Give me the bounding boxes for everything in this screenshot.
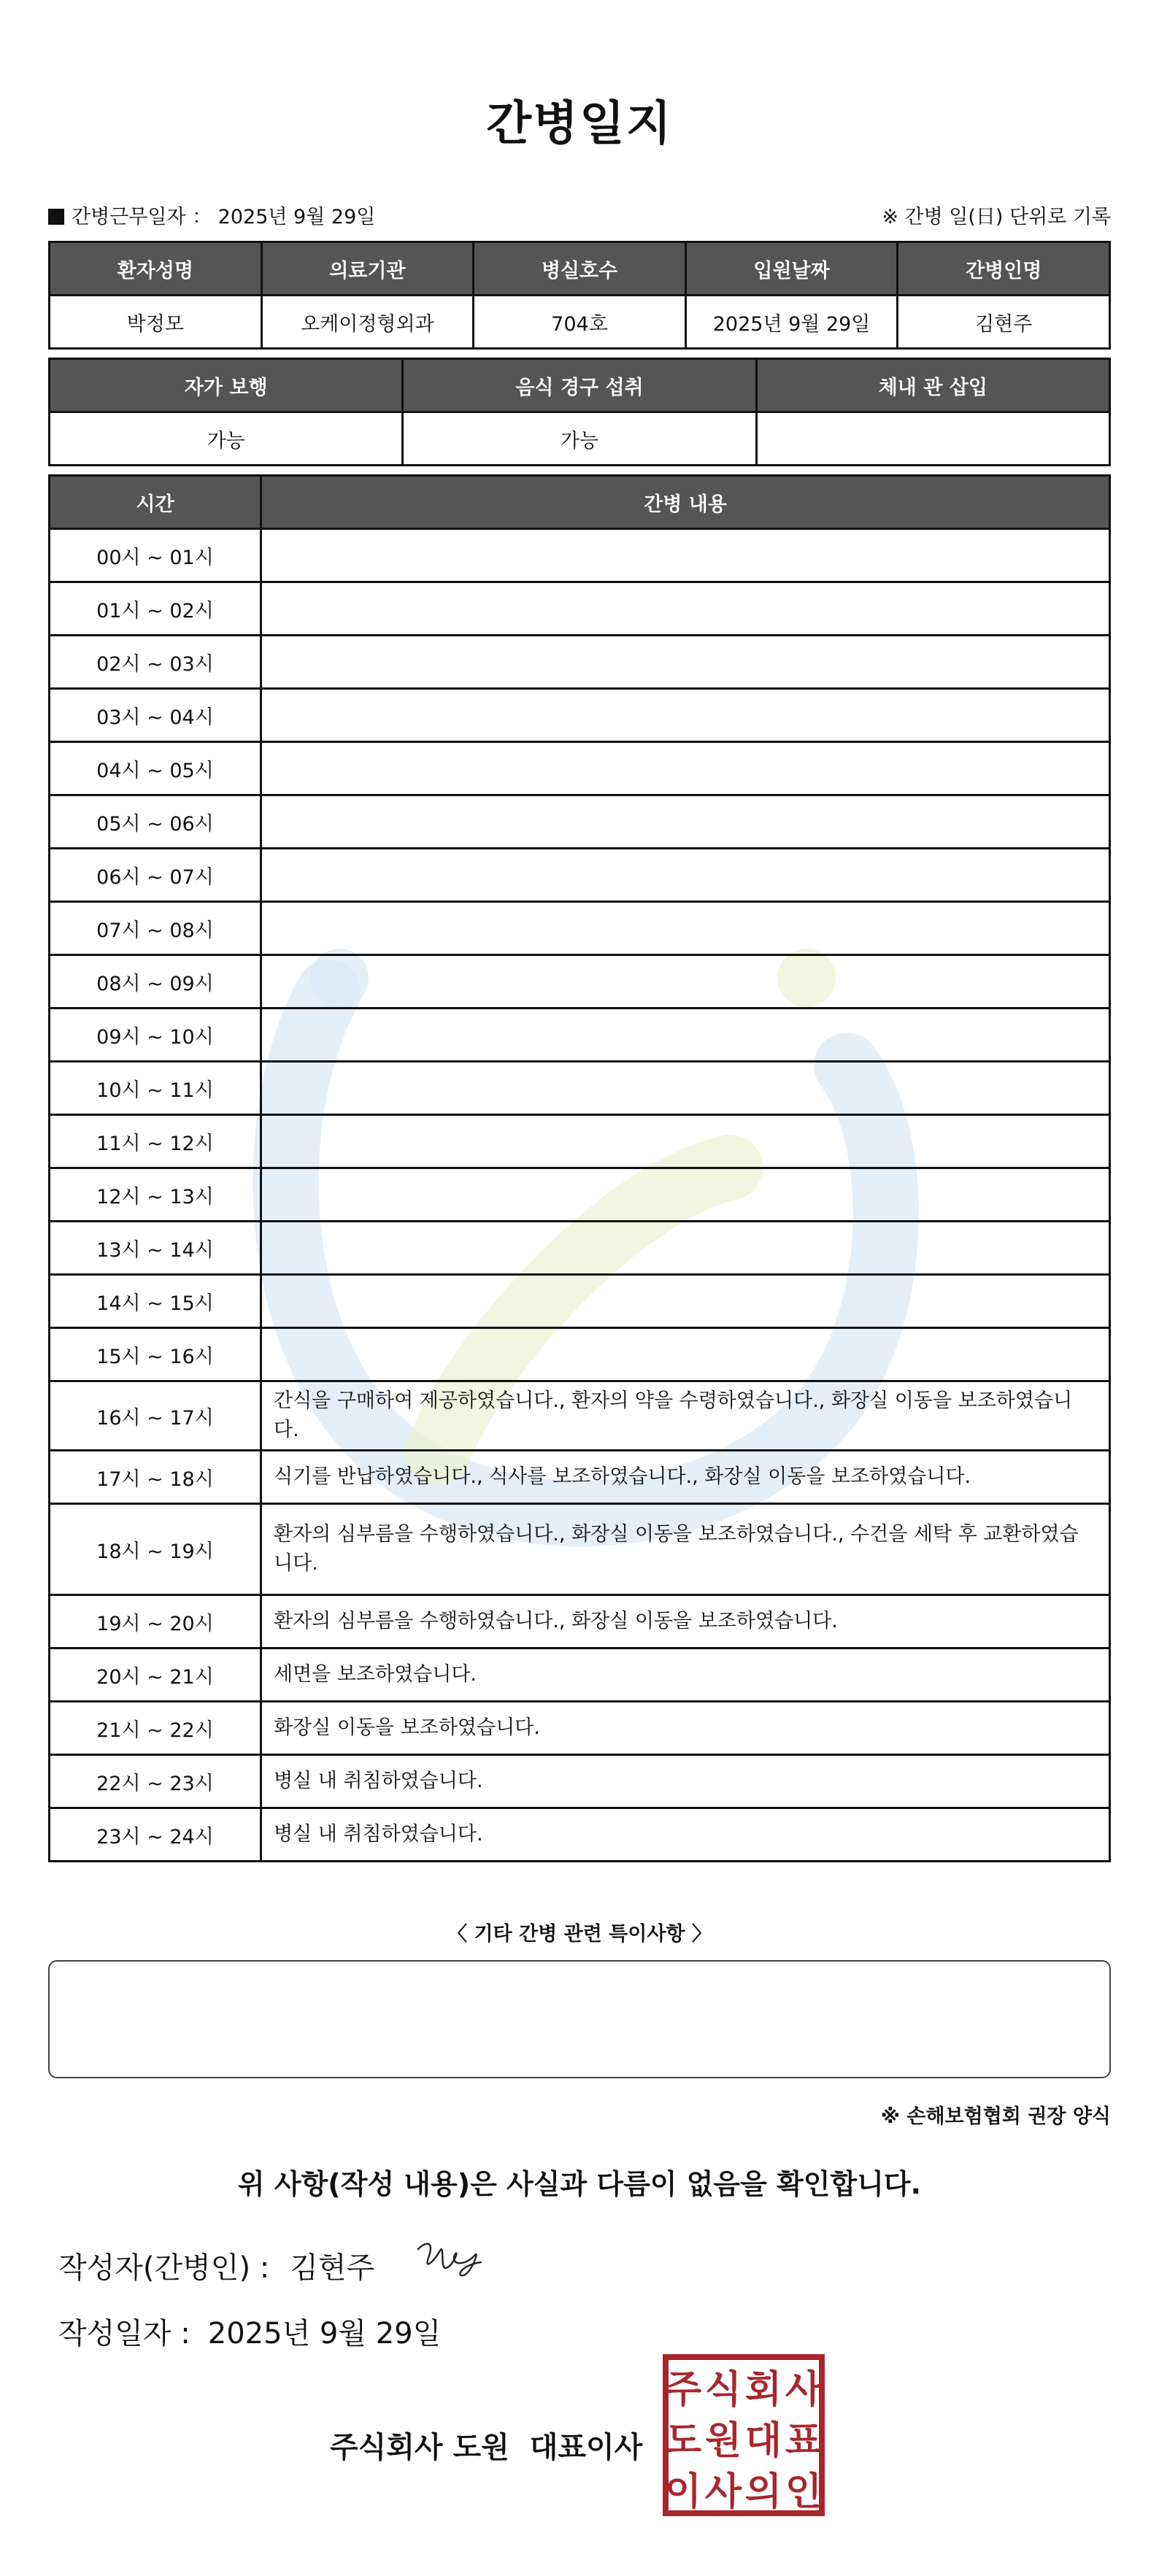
care-note[interactable]: 식기를 반납하였습니다., 식사를 보조하였습니다., 화장실 이동을 보조하였습니다.: [261, 1451, 1110, 1504]
care-note[interactable]: [261, 902, 1110, 955]
header-caregiver: 간병인명: [898, 242, 1110, 296]
seal-character: 회: [744, 2368, 782, 2412]
time-slot: 02시 ~ 03시: [50, 636, 261, 689]
care-note[interactable]: [261, 1275, 1110, 1328]
work-date: [48, 201, 375, 229]
header-room: 병실호수: [474, 242, 686, 296]
care-note[interactable]: [261, 1062, 1110, 1115]
other-notes-box[interactable]: [48, 1960, 1111, 2078]
admission-date: 2025년 9월 29일: [685, 296, 898, 349]
table-row: [50, 1595, 1110, 1648]
time-slot: 01시 ~ 02시: [50, 582, 261, 636]
time-slot: 10시 ~ 11시: [50, 1062, 261, 1115]
time-slot: 03시 ~ 04시: [50, 689, 261, 742]
care-note[interactable]: 병실 내 취침하였습니다.: [261, 1755, 1110, 1808]
time-slot: 13시 ~ 14시: [50, 1222, 261, 1275]
care-note[interactable]: [261, 1222, 1110, 1275]
table-row: [50, 1648, 1110, 1702]
patient-info-table: [48, 241, 1111, 350]
work-date-label: 간병근무일자 ：: [72, 206, 212, 228]
time-slot: 09시 ~ 10시: [50, 1009, 261, 1062]
header-time: 시간: [50, 476, 261, 529]
handwritten-signature: [412, 2233, 485, 2284]
time-slot: 00시 ~ 01시: [50, 529, 261, 582]
written-date-line: [58, 2310, 441, 2352]
company-line: [330, 2424, 642, 2466]
seal-character: 의: [744, 2470, 782, 2514]
care-note[interactable]: 세면을 보조하였습니다.: [261, 1648, 1110, 1702]
time-slot: 22시 ~ 23시: [50, 1755, 261, 1808]
confirm-statement: 위 사항(작성 내용)은 사실과 다름이 없음을 확인합니다.: [237, 2168, 922, 2200]
header-patient-name: 환자성명: [50, 242, 262, 296]
header-admission-date: 입원날짜: [685, 242, 898, 296]
company-representative: 대표이사: [529, 2431, 643, 2464]
header-care-content: 간병 내용: [261, 476, 1110, 529]
care-note[interactable]: [261, 849, 1110, 902]
care-note[interactable]: [261, 1328, 1110, 1381]
care-note[interactable]: [261, 1115, 1110, 1168]
table-row: [50, 1504, 1110, 1595]
square-bullet-icon: [48, 209, 64, 225]
writer-label: 작성자(간병인) :: [58, 2251, 270, 2285]
recommend-note: ※ 손해보험협회 권장 양식: [880, 2105, 1111, 2128]
time-slot: 04시 ~ 05시: [50, 742, 261, 795]
table-row: [50, 1702, 1110, 1755]
time-slot: 12시 ~ 13시: [50, 1168, 261, 1222]
seal-character: 사: [785, 2368, 823, 2412]
time-slot: 16시 ~ 17시: [50, 1381, 261, 1451]
care-note[interactable]: 환자의 심부름을 수행하였습니다., 화장실 이동을 보조하였습니다.: [261, 1595, 1110, 1648]
time-slot: 11시 ~ 12시: [50, 1115, 261, 1168]
table-row: [50, 795, 1110, 849]
time-slot: 17시 ~ 18시: [50, 1451, 261, 1504]
room-number: 704호: [474, 296, 686, 349]
time-slot: 21시 ~ 22시: [50, 1702, 261, 1755]
seal-character: 주: [664, 2368, 702, 2412]
writer-name: 김현주: [290, 2251, 375, 2285]
care-note[interactable]: [261, 955, 1110, 1009]
page-title: 간병일지: [486, 97, 673, 151]
header-tube: 체내 관 삽입: [756, 359, 1109, 412]
care-note[interactable]: 간식을 구매하여 제공하였습니다., 환자의 약을 수령하였습니다., 화장실 이동을 보조하였습니다.: [261, 1381, 1110, 1451]
other-notes-label: 〈 기타 간병 관련 특이사항 〉: [447, 1923, 712, 1946]
company-name: 주식회사 도원: [330, 2431, 509, 2464]
table-row: [50, 1755, 1110, 1808]
care-note[interactable]: 병실 내 취침하였습니다.: [261, 1808, 1110, 1862]
table-row: [50, 1062, 1110, 1115]
table-row: [50, 1009, 1110, 1062]
care-note[interactable]: [261, 636, 1110, 689]
writer-line: [58, 2245, 374, 2286]
time-slot: 19시 ~ 20시: [50, 1595, 261, 1648]
self-walking: 가능: [50, 412, 403, 466]
time-slot: 18시 ~ 19시: [50, 1504, 261, 1595]
time-slot: 15시 ~ 16시: [50, 1328, 261, 1381]
care-note[interactable]: [261, 582, 1110, 636]
care-note[interactable]: [261, 1009, 1110, 1062]
header-self-walking: 자가 보행: [50, 359, 403, 412]
care-note[interactable]: [261, 1168, 1110, 1222]
care-note[interactable]: [261, 529, 1110, 582]
seal-character: 사: [704, 2470, 742, 2514]
table-row: [50, 849, 1110, 902]
care-log-rows: [50, 529, 1110, 1862]
seal-character: 원: [704, 2419, 742, 2463]
time-slot: 20시 ~ 21시: [50, 1648, 261, 1702]
time-slot: 05시 ~ 06시: [50, 795, 261, 849]
table-row: [50, 955, 1110, 1009]
seal-character: 식: [704, 2368, 742, 2412]
care-note[interactable]: [261, 795, 1110, 849]
time-slot: 14시 ~ 15시: [50, 1275, 261, 1328]
seal-character: 이: [664, 2470, 702, 2514]
seal-character: 대: [744, 2419, 782, 2463]
hospital: 오케이정형외과: [261, 296, 474, 349]
patient-name: 박정모: [50, 296, 262, 349]
work-date-value: 2025년 9월 29일: [217, 206, 376, 228]
care-log-table: [48, 474, 1111, 1862]
table-row: [50, 1115, 1110, 1168]
table-row: [50, 1328, 1110, 1381]
time-slot: 07시 ~ 08시: [50, 902, 261, 955]
table-row: [50, 529, 1110, 582]
time-slot: 08시 ~ 09시: [50, 955, 261, 1009]
care-note[interactable]: 화장실 이동을 보조하였습니다.: [261, 1702, 1110, 1755]
table-row: [50, 742, 1110, 795]
header-hospital: 의료기관: [261, 242, 474, 296]
company-seal-stamp: [661, 2353, 826, 2518]
table-row: [50, 1222, 1110, 1275]
seal-character: 표: [785, 2419, 823, 2463]
care-note[interactable]: [261, 742, 1110, 795]
header-oral-intake: 음식 경구 섭취: [403, 359, 756, 412]
seal-character: 도: [664, 2419, 702, 2463]
table-row: [50, 1451, 1110, 1504]
table-row: [50, 1275, 1110, 1328]
status-table: [48, 358, 1111, 466]
time-slot: 23시 ~ 24시: [50, 1808, 261, 1862]
written-date-value: 2025년 9월 29일: [207, 2317, 442, 2351]
table-row: [50, 902, 1110, 955]
seal-character: 인: [785, 2470, 823, 2514]
table-row: [50, 689, 1110, 742]
table-row: [50, 636, 1110, 689]
time-slot: 06시 ~ 07시: [50, 849, 261, 902]
oral-intake: 가능: [403, 412, 756, 466]
care-note[interactable]: 환자의 심부름을 수행하였습니다., 화장실 이동을 보조하였습니다., 수건을 세탁 후 교환하였습니다.: [261, 1504, 1110, 1595]
tube-insertion: [756, 412, 1109, 466]
table-row: [50, 582, 1110, 636]
table-row: [50, 1168, 1110, 1222]
record-note: ※ 간병 일(日) 단위로 기록: [882, 206, 1111, 228]
care-note[interactable]: [261, 689, 1110, 742]
written-date-label: 작성일자 :: [58, 2317, 190, 2351]
table-row: [50, 1808, 1110, 1862]
table-row: [50, 1381, 1110, 1451]
caregiver-name: 김현주: [898, 296, 1110, 349]
